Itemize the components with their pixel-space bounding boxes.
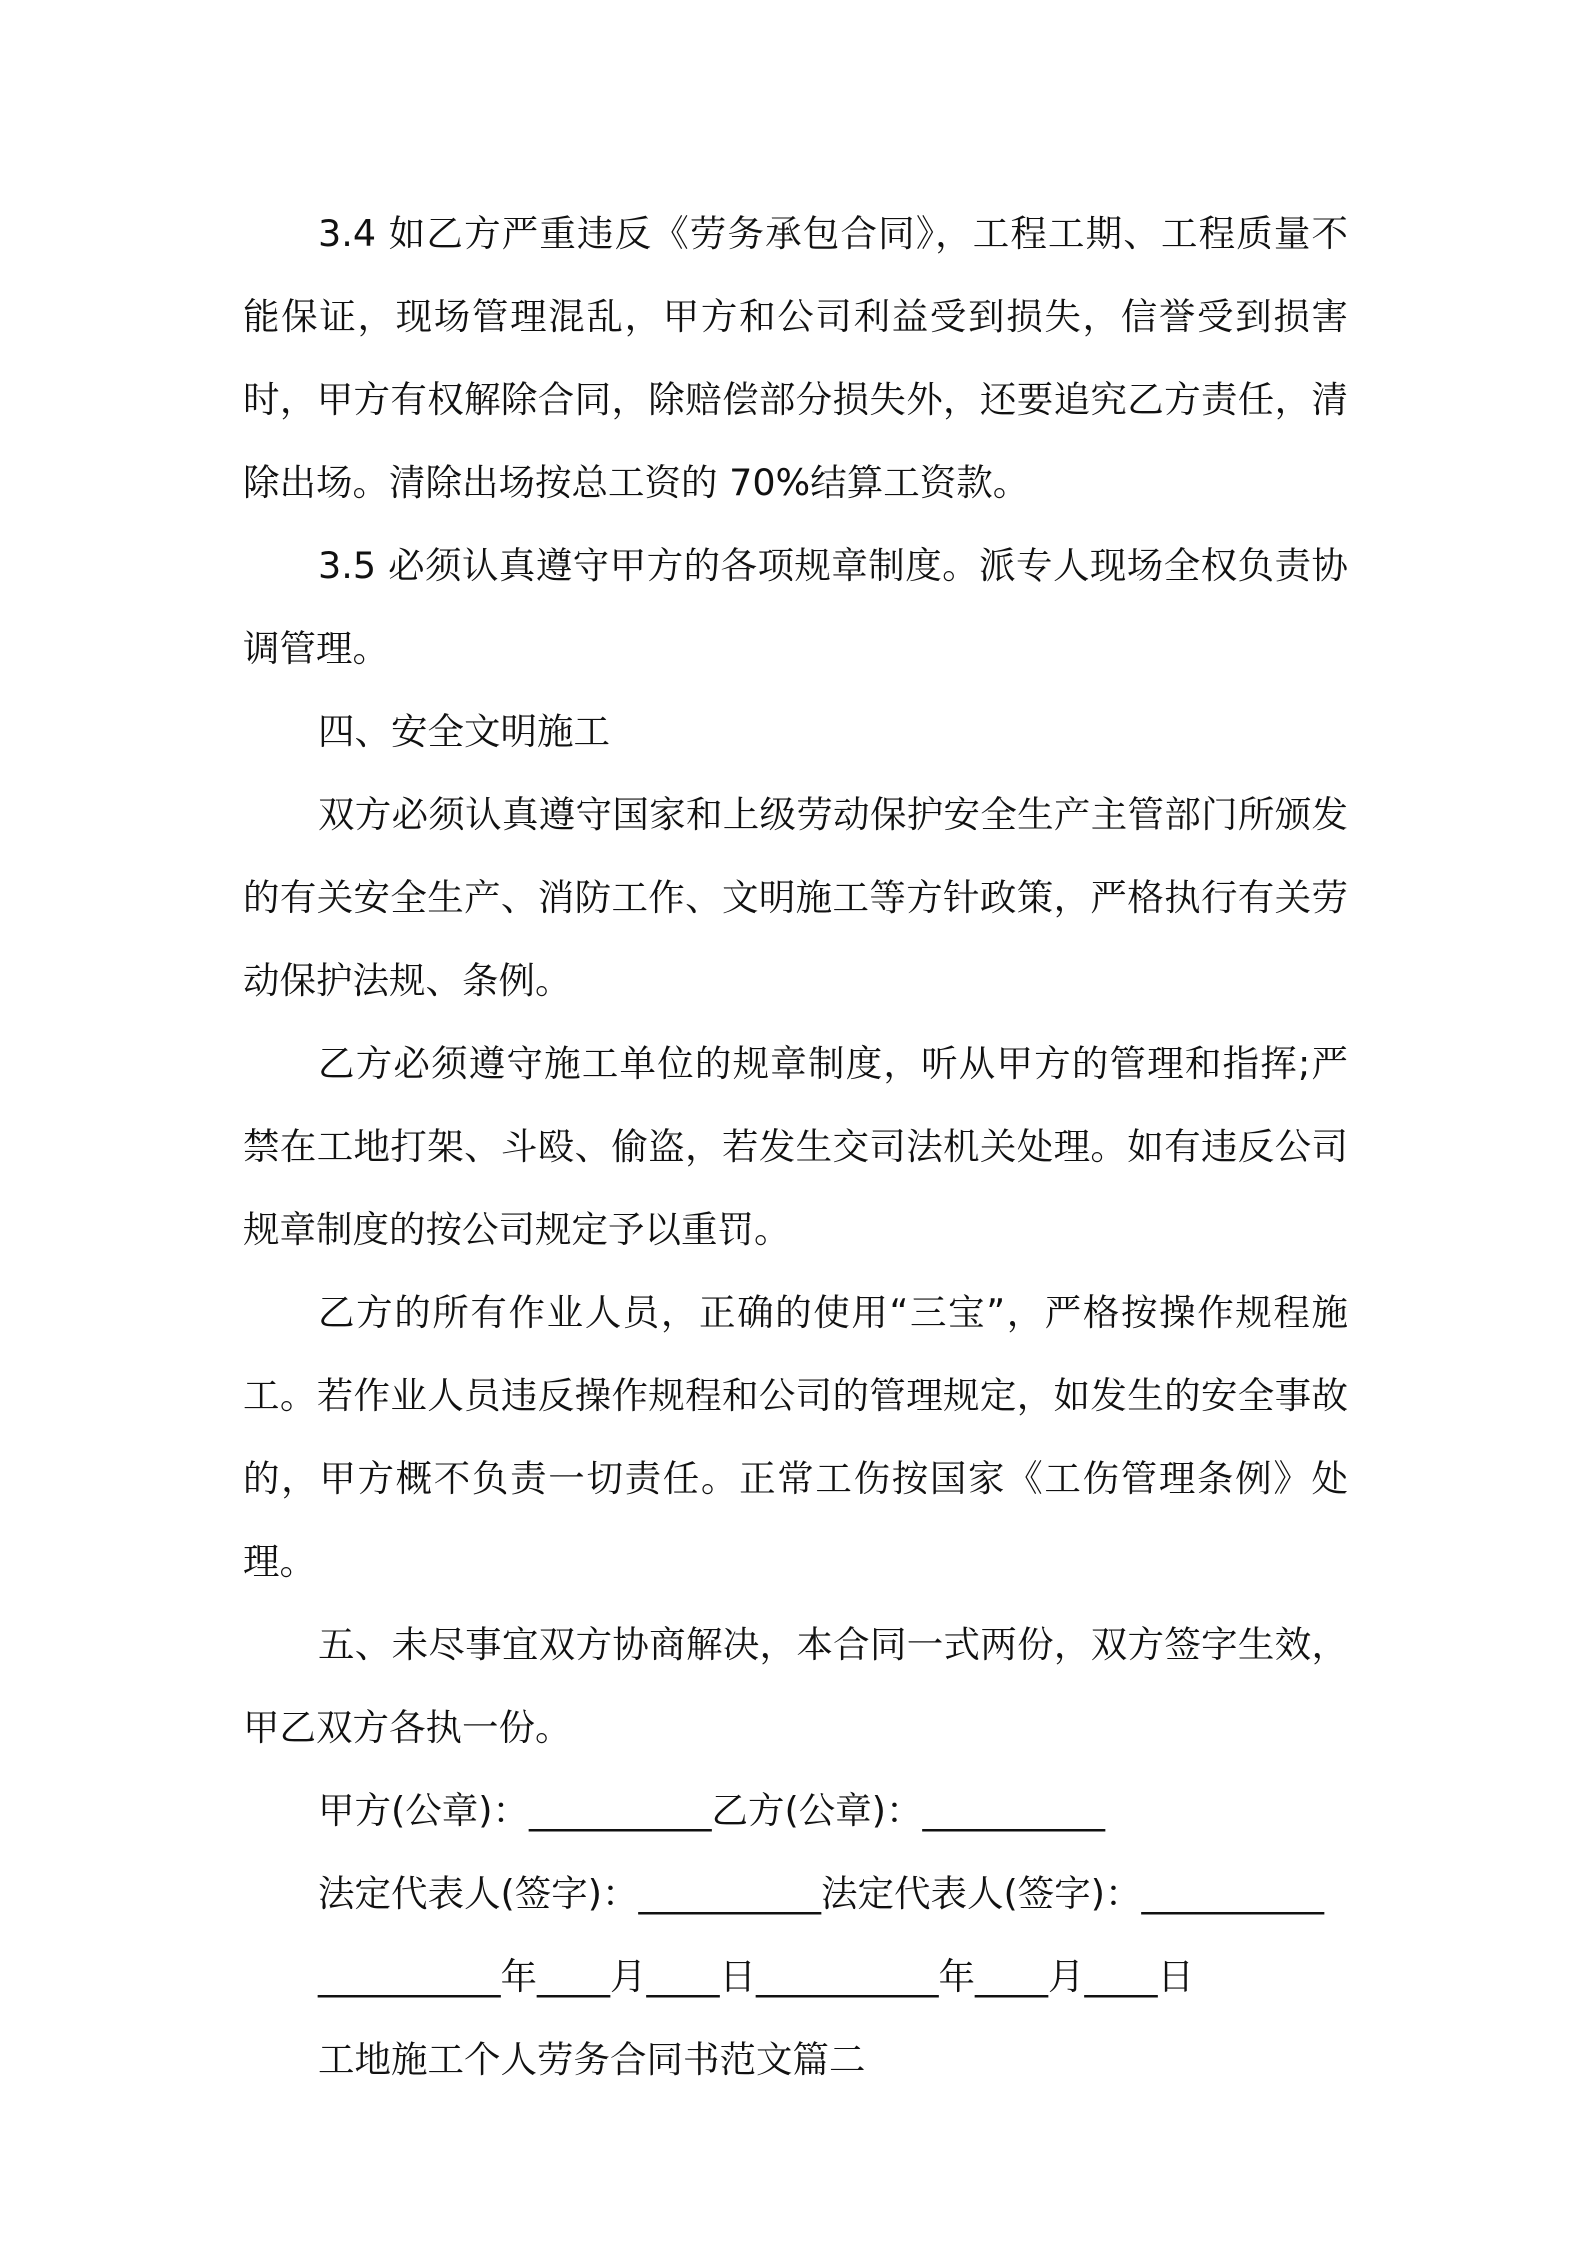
document-body — [243, 192, 1348, 2101]
next-document-title: 工地施工个人劳务合同书范文篇二 — [318, 2038, 866, 2081]
section-five-paragraph: 五、未尽事宜双方协商解决，本合同一式两份，双方签字生效，甲乙双方各执一份。 — [243, 1623, 1348, 1749]
safety-paragraph-3: 乙方的所有作业人员，正确的使用“三宝”，严格按操作规程施工。若作业人员违反操作规程和公司的管理规定，如发生的安全事故的，甲方概不负责一切责任。正常工伤按国家《工伤管理条例》处理。 — [243, 1291, 1348, 1583]
clause-3-5-paragraph: 3.5 必须认真遵守甲方的各项规章制度。派专人现场全权负责协调管理。 — [243, 544, 1348, 670]
signature-representative-line: 法定代表人(签字)：__________法定代表人(签字)：__________ — [318, 1872, 1324, 1915]
clause-3-4-paragraph: 3.4 如乙方严重违反《劳务承包合同》，工程工期、工程质量不能保证，现场管理混乱，甲方和公司利益受到损失，信誉受到损害时，甲方有权解除合同，除赔偿部分损失外，还要追究乙方责任，清除出场。清除出场按总工资的 70%结算工资款。 — [243, 212, 1348, 504]
section-heading-safety: 四、安全文明施工 — [318, 710, 610, 753]
safety-paragraph-2: 乙方必须遵守施工单位的规章制度，听从甲方的管理和指挥;严禁在工地打架、斗殴、偷盗，若发生交司法机关处理。如有违反公司规章制度的按公司规定予以重罚。 — [243, 1042, 1348, 1251]
signature-date-line: __________年____月____日__________年____月____日 — [318, 1955, 1194, 1998]
signature-seal-line: 甲方(公章)：__________乙方(公章)：__________ — [318, 1789, 1105, 1832]
safety-paragraph-1: 双方必须认真遵守国家和上级劳动保护安全生产主管部门所颁发的有关安全生产、消防工作、文明施工等方针政策，严格执行有关劳动保护法规、条例。 — [243, 793, 1348, 1002]
